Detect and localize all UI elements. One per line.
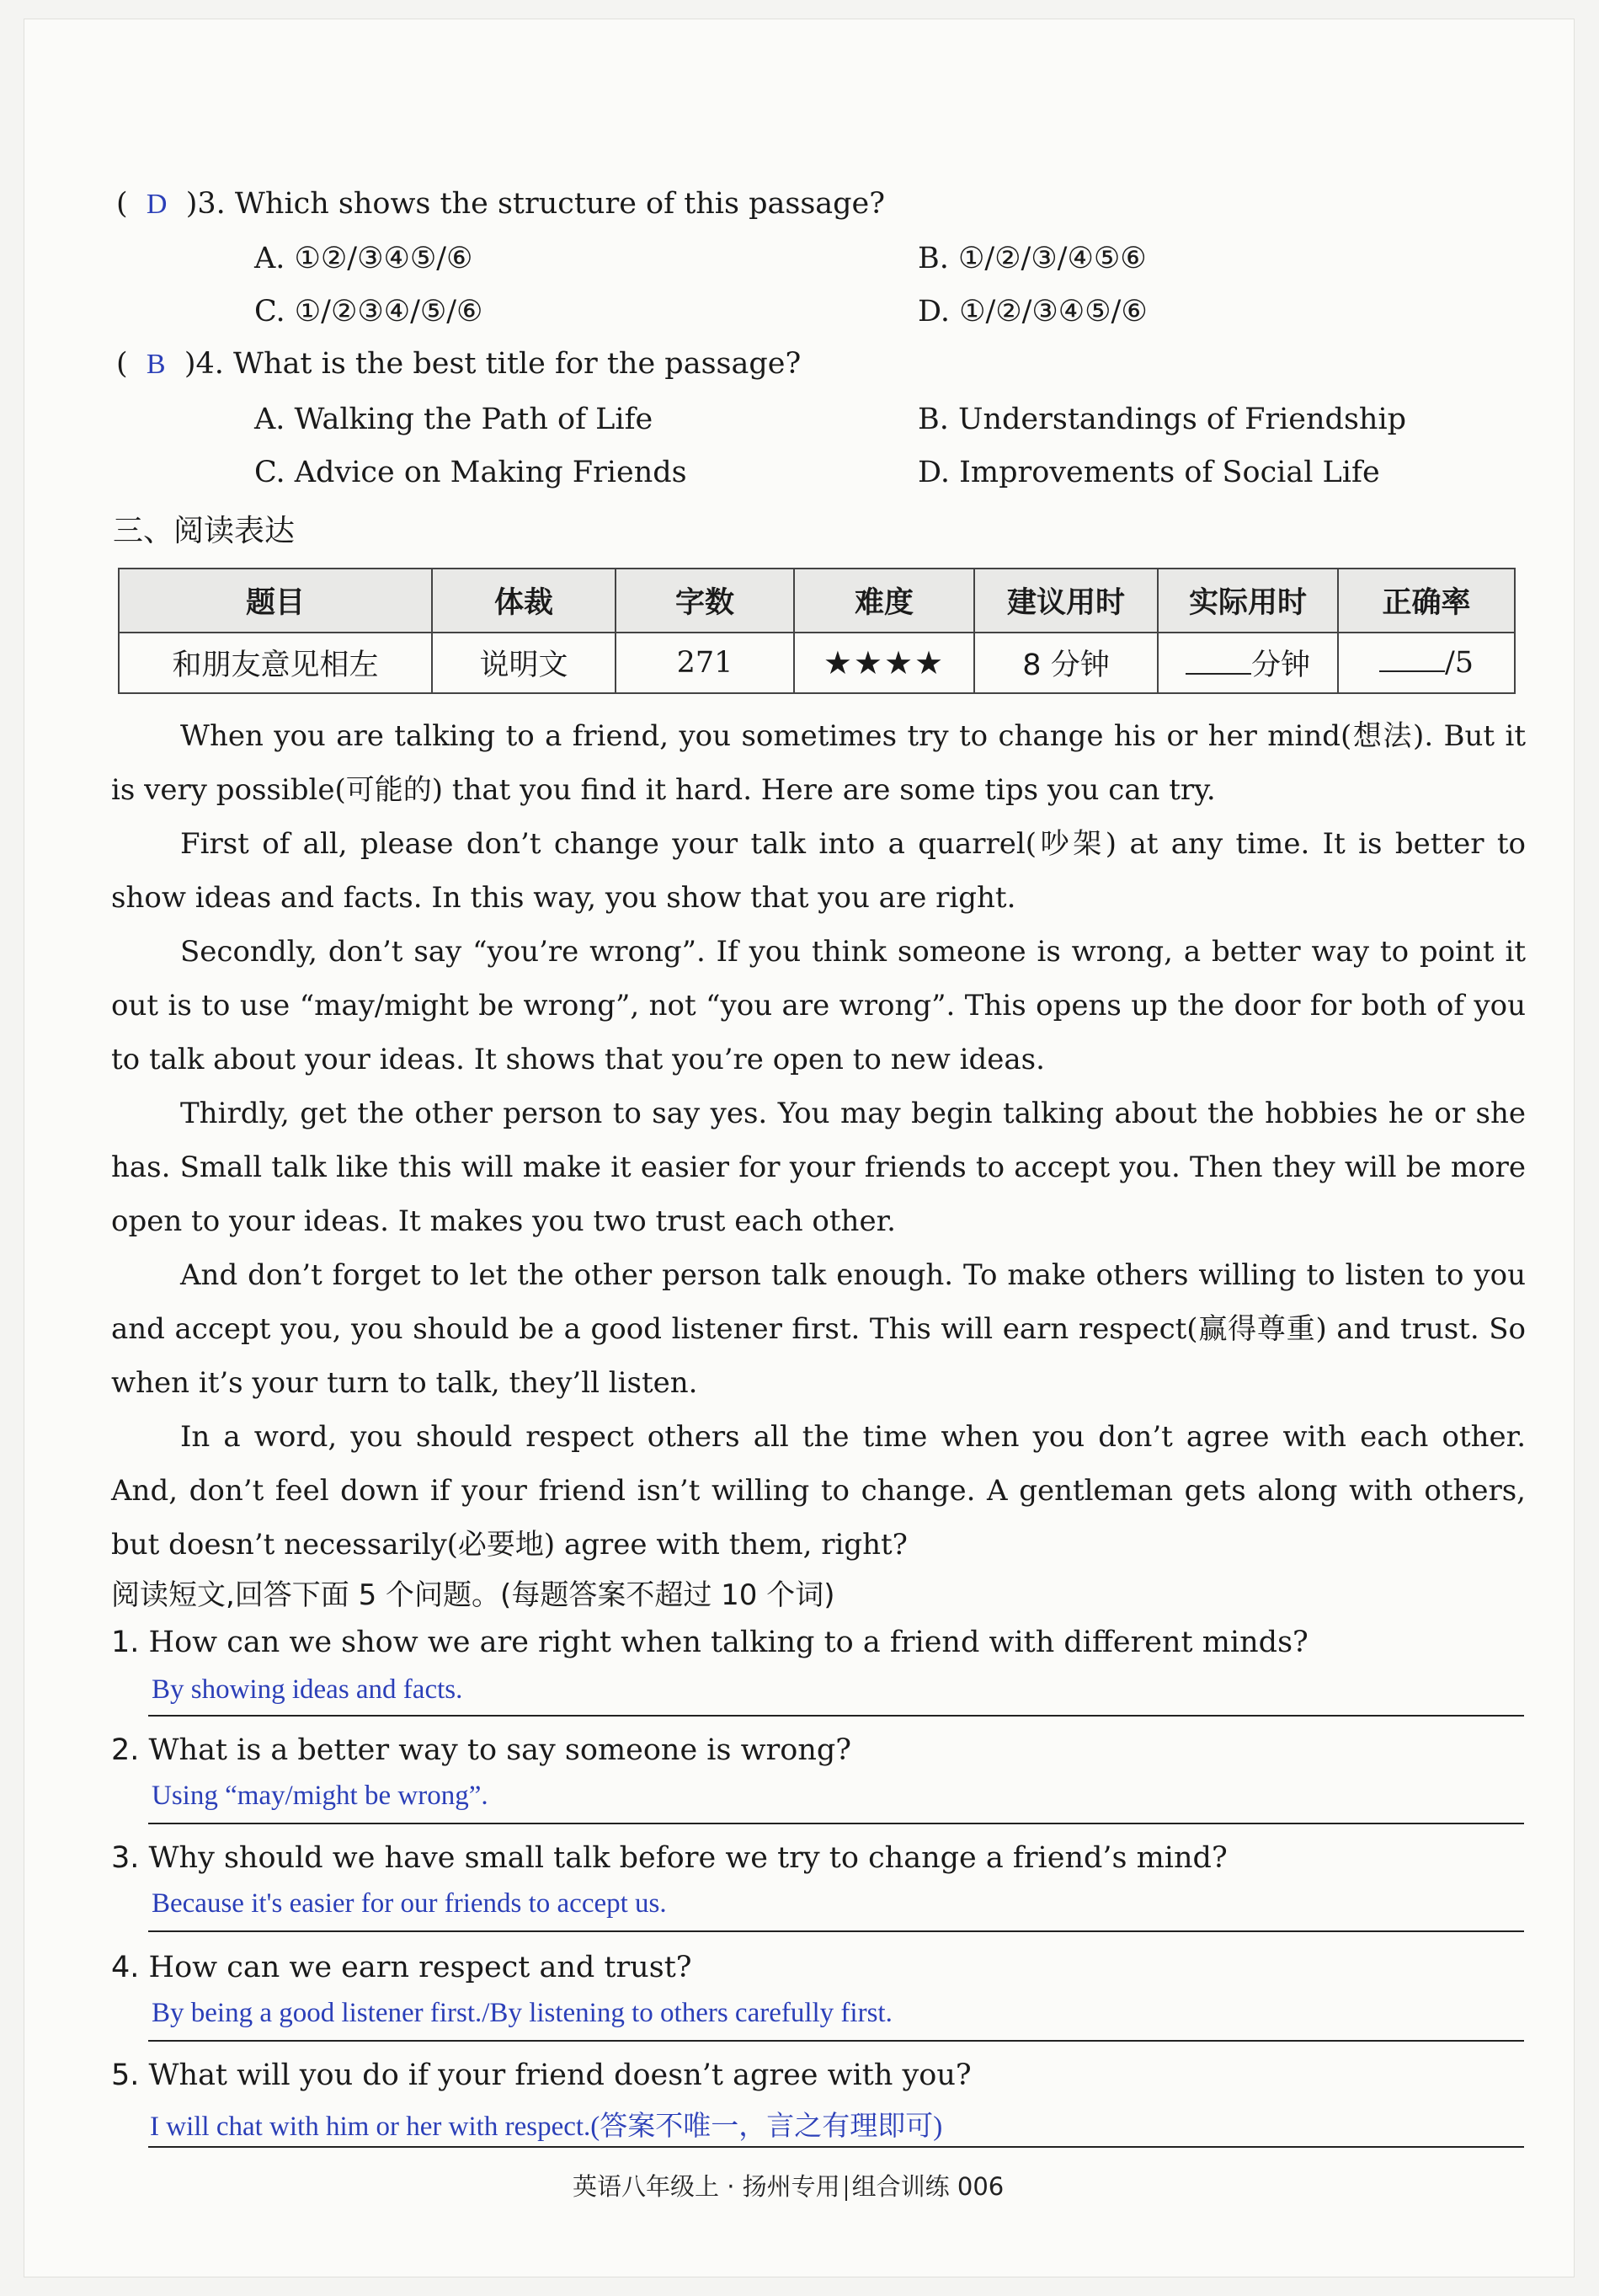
- accuracy-total: /5: [1444, 646, 1474, 680]
- answer-line: [148, 2146, 1524, 2148]
- short-question-5: [111, 2058, 972, 2092]
- accuracy-cell: [1338, 633, 1515, 693]
- genre-cell: 说明文: [432, 633, 616, 693]
- blank-line[interactable]: [1379, 647, 1445, 672]
- answer-3: Because it's easier for our friends to accept us.: [152, 1888, 667, 1919]
- option-c: C. Advice on Making Friends: [254, 456, 687, 489]
- passage-paragraph: Secondly, don’t say “you’re wrong”. If you think someone is wrong, a better way to point it out is to use “may/might be wrong”, not “you are wrong”. This opens up the door for both of you to talk about your ideas. It shows that you’re open to new ideas.: [111, 935, 1526, 1076]
- short-question-4: [111, 1951, 692, 1984]
- short-question-3: [111, 1841, 1228, 1875]
- header-cell: 正确率: [1338, 569, 1515, 633]
- answer-line: [148, 1823, 1524, 1824]
- question-text: What will you do if your friend doesn’t agree with you?: [148, 2058, 972, 2092]
- answer-4: By being a good listener first./By listening to others carefully first.: [152, 1998, 893, 2028]
- passage-paragraph: Thirdly, get the other person to say yes. You may begin talking about the hobbies he or she has. Small talk like this will make it easier for your friends to accept you. Then they will be more open to your ideas. It makes you two trust each other.: [111, 1097, 1526, 1238]
- reading-passage: [111, 709, 1526, 1572]
- instruction-text: 阅读短文,回答下面 5 个问题。(每题答案不超过 10 个词): [111, 1578, 835, 1612]
- question-text: Why should we have small talk before we try to change a friend’s mind?: [148, 1841, 1228, 1875]
- passage-paragraph: And don’t forget to let the other person talk enough. To make others willing to listen to you and accept you, you should be a good listener first. This will earn respect(赢得尊重) and trust. So when it’s your turn to talk, they’ll listen.: [111, 1258, 1526, 1400]
- info-table: [118, 568, 1516, 694]
- short-question-2: [111, 1733, 851, 1767]
- difficulty-cell: [794, 633, 974, 693]
- table-row: [119, 633, 1515, 693]
- question-number: 3.: [111, 1841, 140, 1875]
- mc-question-4: ( B )4. What is the best title for the passage?: [116, 347, 802, 381]
- question-number: 1.: [111, 1626, 140, 1659]
- header-cell: 实际用时: [1158, 569, 1338, 633]
- page-footer: [573, 2168, 1004, 2203]
- question-text: How can we show we are right when talking to a friend with different minds?: [148, 1626, 1309, 1659]
- passage-paragraph: In a word, you should respect others all the time when you don’t agree with each other. And, don’t feel down if your friend isn’t willing to change. A gentleman gets along with others, but doesn’t necessarily(必要地) agree with them, right?: [111, 1420, 1526, 1562]
- header-cell: 题目: [119, 569, 432, 633]
- short-question-1: [111, 1626, 1309, 1659]
- question-number: 2.: [111, 1733, 140, 1767]
- answer-line: [148, 2040, 1524, 2042]
- answer-line: [148, 1930, 1524, 1932]
- topic-cell: 和朋友意见相左: [119, 633, 432, 693]
- footer-book-title: 英语八年级上 · 扬州专用: [573, 2172, 840, 2201]
- header-cell: 难度: [794, 569, 974, 633]
- table-header-row: [119, 569, 1515, 633]
- question-number: 4: [195, 347, 215, 381]
- difficulty-stars: ★★★★: [823, 644, 946, 681]
- question-text: How can we earn respect and trust?: [148, 1951, 692, 1984]
- mc-question-3: ( D )3. Which shows the structure of this passage?: [116, 187, 886, 221]
- footer-page-label: 组合训练 006: [851, 2172, 1005, 2201]
- passage-paragraph: When you are talking to a friend, you sometimes try to change his or her mind(想法). But it is very possible(可能的) that you find it hard. Here are some tips you can try.: [111, 719, 1526, 807]
- blank-line[interactable]: [1186, 649, 1251, 675]
- question-number: 5.: [111, 2058, 140, 2092]
- section-title: 三、阅读表达: [113, 514, 296, 548]
- option-c: C. ①/②③④/⑤/⑥: [254, 295, 483, 328]
- actual-time-cell: [1158, 633, 1338, 693]
- option-d: D. ①/②/③④⑤/⑥: [918, 295, 1148, 328]
- question-number: 4.: [111, 1951, 140, 1984]
- answer-1: By showing ideas and facts.: [152, 1674, 463, 1705]
- answer-letter: B: [146, 349, 166, 380]
- option-d: D. Improvements of Social Life: [918, 456, 1380, 489]
- answer-5: I will chat with him or her with respect.(答案不唯一，言之有理即可): [150, 2112, 943, 2142]
- answer-line: [148, 1715, 1524, 1717]
- option-b: B. ①/②/③/④⑤⑥: [918, 242, 1147, 275]
- question-text: What is a better way to say someone is wrong?: [148, 1733, 852, 1767]
- footer-divider: [845, 2176, 847, 2201]
- option-a: A. ①②/③④⑤/⑥: [254, 242, 473, 275]
- header-cell: 字数: [616, 569, 794, 633]
- header-cell: 建议用时: [974, 569, 1158, 633]
- word-count-cell: 271: [616, 633, 794, 693]
- option-b: B. Understandings of Friendship: [918, 403, 1407, 436]
- question-prompt: Which shows the structure of this passage?: [234, 187, 886, 221]
- question-prompt: What is the best title for the passage?: [233, 347, 802, 381]
- passage-paragraph: First of all, please don’t change your talk into a quarrel(吵架) at any time. It is better to show ideas and facts. In this way, you show that you are right.: [111, 827, 1526, 915]
- question-number: 3: [197, 187, 216, 221]
- option-a: A. Walking the Path of Life: [254, 403, 653, 436]
- header-cell: 体裁: [432, 569, 616, 633]
- actual-time-unit: 分钟: [1250, 649, 1310, 682]
- answer-letter: D: [146, 189, 168, 220]
- answer-2: Using “may/might be wrong”.: [152, 1781, 488, 1811]
- suggested-time-cell: 8 分钟: [974, 633, 1158, 693]
